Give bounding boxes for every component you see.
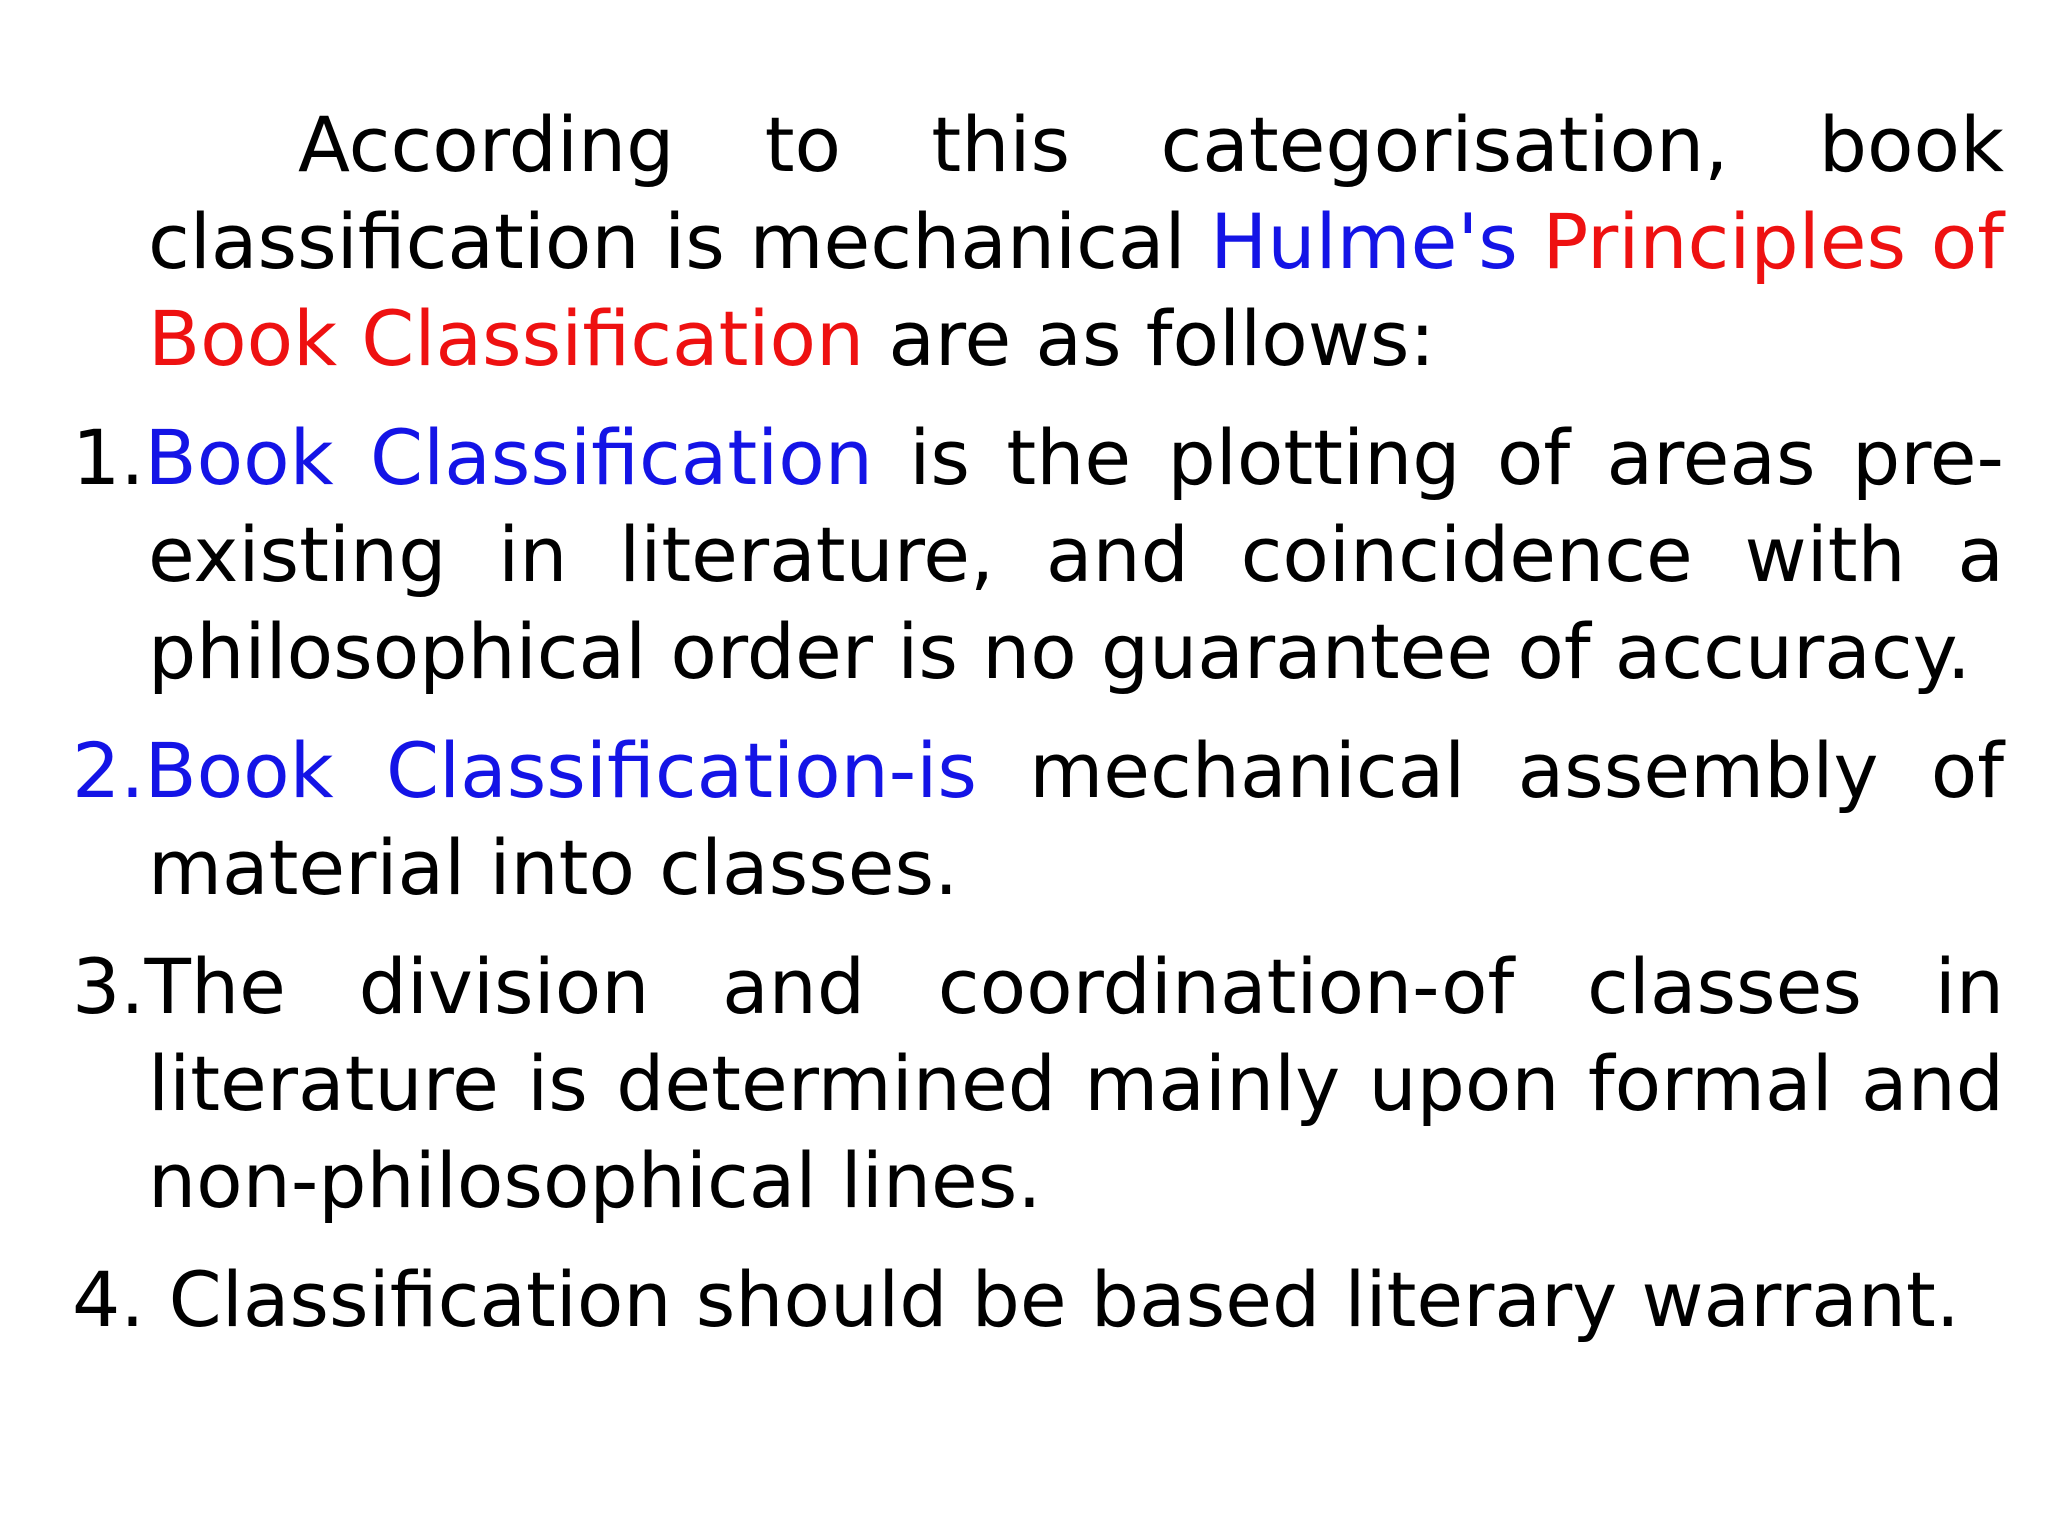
intro-lead-text: According to this categorisation, book classification is mechanical [148, 100, 2004, 286]
item-highlight: Book Classification [144, 413, 873, 502]
intro-tail-text: are as follows: [864, 294, 1436, 383]
principle-item-1 [72, 409, 2004, 700]
slide-content [72, 96, 2004, 1370]
item-number: 3. [72, 942, 145, 1031]
item-text: is the plotting of areas pre-existing in literature, and coincidence with a philosophical order is no guarantee of accuracy. [148, 413, 2004, 696]
item-text: The division and coordination-of classes in literature is determined mainly upon formal and non-philosophical lines. [144, 942, 2004, 1225]
item-highlight: Book Classification-is [144, 726, 977, 815]
hulme-name: Hulme's [1210, 197, 1518, 286]
principle-item-2 [72, 722, 2004, 916]
principle-item-3 [72, 938, 2004, 1229]
item-text: Classification should be based literary warrant. [144, 1255, 1960, 1344]
principles-title: Principles of Book Classification [148, 197, 2004, 383]
item-number: 4. [72, 1255, 145, 1344]
item-number: 2. [72, 726, 145, 815]
item-text: mechanical assembly of material into classes. [148, 726, 2004, 912]
item-number: 1. [72, 413, 145, 502]
principle-item-4 [72, 1251, 2004, 1348]
intro-paragraph [72, 96, 2004, 387]
intro-space [1518, 197, 1543, 286]
